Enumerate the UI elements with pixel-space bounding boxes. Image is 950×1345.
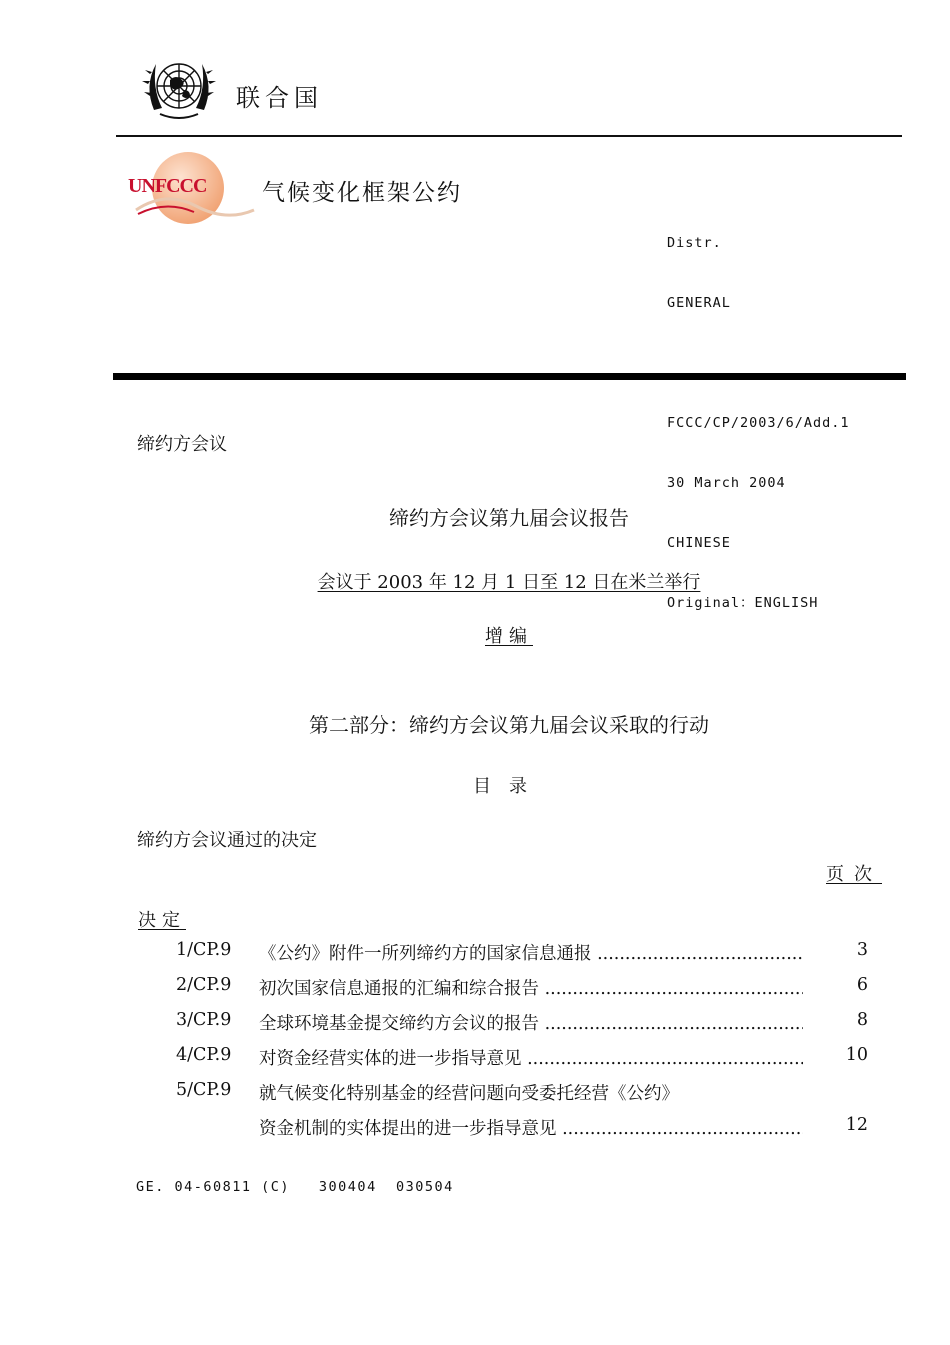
distr-general: GENERAL bbox=[667, 295, 731, 311]
un-org-name: 联合国 bbox=[236, 84, 323, 112]
part-title: 第二部分：缔约方会议第九届会议采取的行动 bbox=[309, 713, 709, 737]
toc-title: 就气候变化特别基金的经营问题向受委托经营《公约》 bbox=[259, 1084, 679, 1104]
toc-code: 3/CP.9 bbox=[176, 1010, 232, 1030]
distr-label: Distr. bbox=[667, 235, 722, 251]
header-divider-thin bbox=[116, 135, 902, 137]
toc-page: 8 bbox=[856, 1010, 868, 1030]
document-language: CHINESE bbox=[667, 535, 731, 551]
toc-row bbox=[0, 1080, 950, 1110]
addendum-label: 增编 bbox=[485, 626, 533, 647]
toc-page: 6 bbox=[856, 975, 868, 995]
original-language: Original：ENGLISH bbox=[667, 595, 819, 611]
toc-code: 2/CP.9 bbox=[176, 975, 232, 995]
distribution-block bbox=[667, 193, 850, 633]
document-symbol: FCCC/CP/2003/6/Add.1 bbox=[667, 415, 850, 431]
session-line: 会议于 2003 年 12 月 1 日至 12 日在米兰举行 bbox=[317, 572, 701, 593]
toc-code: 1/CP.9 bbox=[176, 940, 232, 960]
toc-row bbox=[0, 940, 950, 970]
toc-row bbox=[0, 1010, 950, 1040]
document-job-number: GE. 04-60811 (C) 300404 030504 bbox=[136, 1179, 454, 1195]
toc-code: 5/CP.9 bbox=[176, 1080, 232, 1100]
convention-name: 气候变化框架公约 bbox=[262, 180, 462, 206]
body-label: 缔约方会议 bbox=[137, 434, 227, 455]
toc-title: 《公约》附件一所列缔约方的国家信息通报 ..... bbox=[259, 940, 803, 965]
toc-row bbox=[0, 1115, 950, 1145]
document-date: 30 March 2004 bbox=[667, 475, 786, 491]
toc-title: 全球环境基金提交缔约方会议的报告 ..... bbox=[259, 1010, 803, 1035]
unfccc-logo-text: UNFCCC bbox=[128, 175, 207, 197]
toc-row bbox=[0, 1045, 950, 1075]
decisions-heading: 决定 bbox=[138, 910, 186, 931]
toc-title: 对资金经营实体的进一步指导意见 ..... bbox=[259, 1045, 803, 1070]
contents-title: 目录 bbox=[473, 776, 545, 797]
toc-page: 12 bbox=[845, 1115, 868, 1135]
decisions-intro: 缔约方会议通过的决定 bbox=[137, 830, 317, 851]
page-column-label: 页次 bbox=[826, 864, 882, 885]
toc-row bbox=[0, 975, 950, 1005]
report-title: 缔约方会议第九届会议报告 bbox=[389, 506, 629, 530]
unfccc-logo bbox=[124, 150, 256, 230]
toc-page: 3 bbox=[856, 940, 868, 960]
toc-title: 初次国家信息通报的汇编和综合报告 ..... bbox=[259, 975, 803, 1000]
toc-page: 10 bbox=[845, 1045, 868, 1065]
header-divider-thick bbox=[113, 373, 906, 380]
un-emblem-logo bbox=[140, 52, 218, 124]
toc-title-continued: 资金机制的实体提出的进一步指导意见 ..... bbox=[259, 1115, 803, 1140]
toc-code: 4/CP.9 bbox=[176, 1045, 232, 1065]
